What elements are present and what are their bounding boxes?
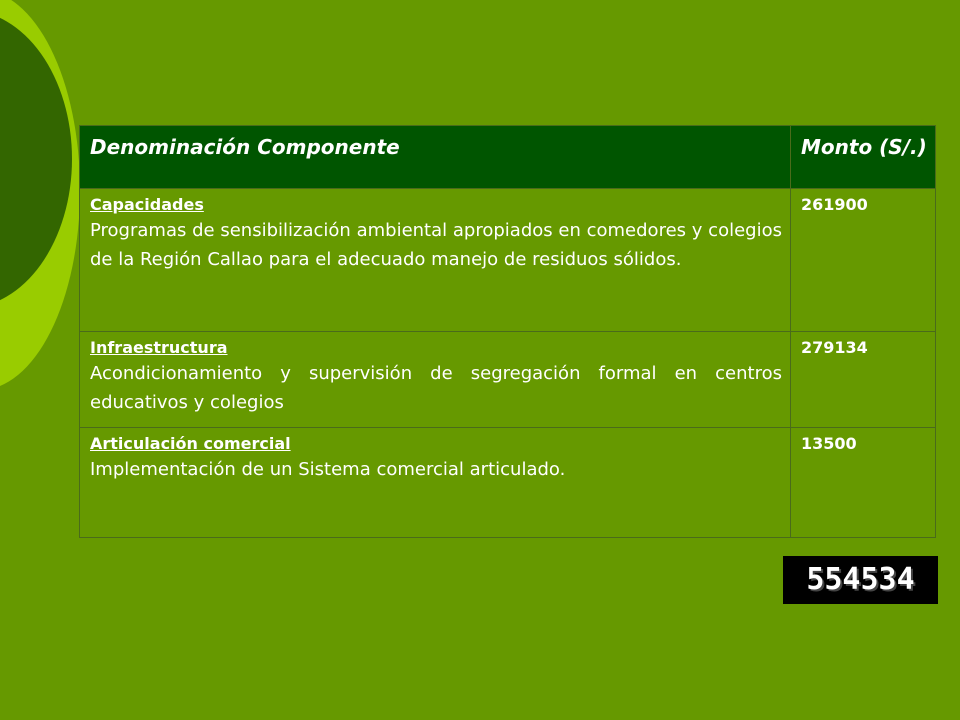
- component-cell: [80, 332, 791, 428]
- amount-cell: [791, 428, 936, 538]
- table-row: [80, 428, 936, 538]
- budget-table: [79, 125, 936, 538]
- component-description: Acondicionamiento y supervisión de segregación formal en centros educativos y colegios: [90, 363, 782, 413]
- table-header-row: [80, 126, 936, 189]
- amount-cell: [791, 332, 936, 428]
- amount-value: 261900: [801, 195, 868, 214]
- amount-cell: [791, 189, 936, 332]
- header-component: Denominación Componente: [80, 126, 791, 189]
- component-cell: [80, 428, 791, 538]
- component-description: Programas de sensibilización ambiental apropiados en comedores y colegios de la Región Callao para el adecuado manejo de residuos sólidos.: [90, 220, 782, 270]
- component-cell: [80, 189, 791, 332]
- component-title: Articulación comercial: [90, 434, 291, 453]
- table-row: [80, 332, 936, 428]
- total-amount: 554534: [783, 556, 938, 604]
- table-row: [80, 189, 936, 332]
- component-title: Infraestructura: [90, 338, 228, 357]
- amount-value: 13500: [801, 434, 857, 453]
- amount-value: 279134: [801, 338, 868, 357]
- component-title: Capacidades: [90, 195, 204, 214]
- component-description: Implementación de un Sistema comercial articulado.: [90, 459, 566, 480]
- header-amount: Monto (S/.): [791, 126, 936, 189]
